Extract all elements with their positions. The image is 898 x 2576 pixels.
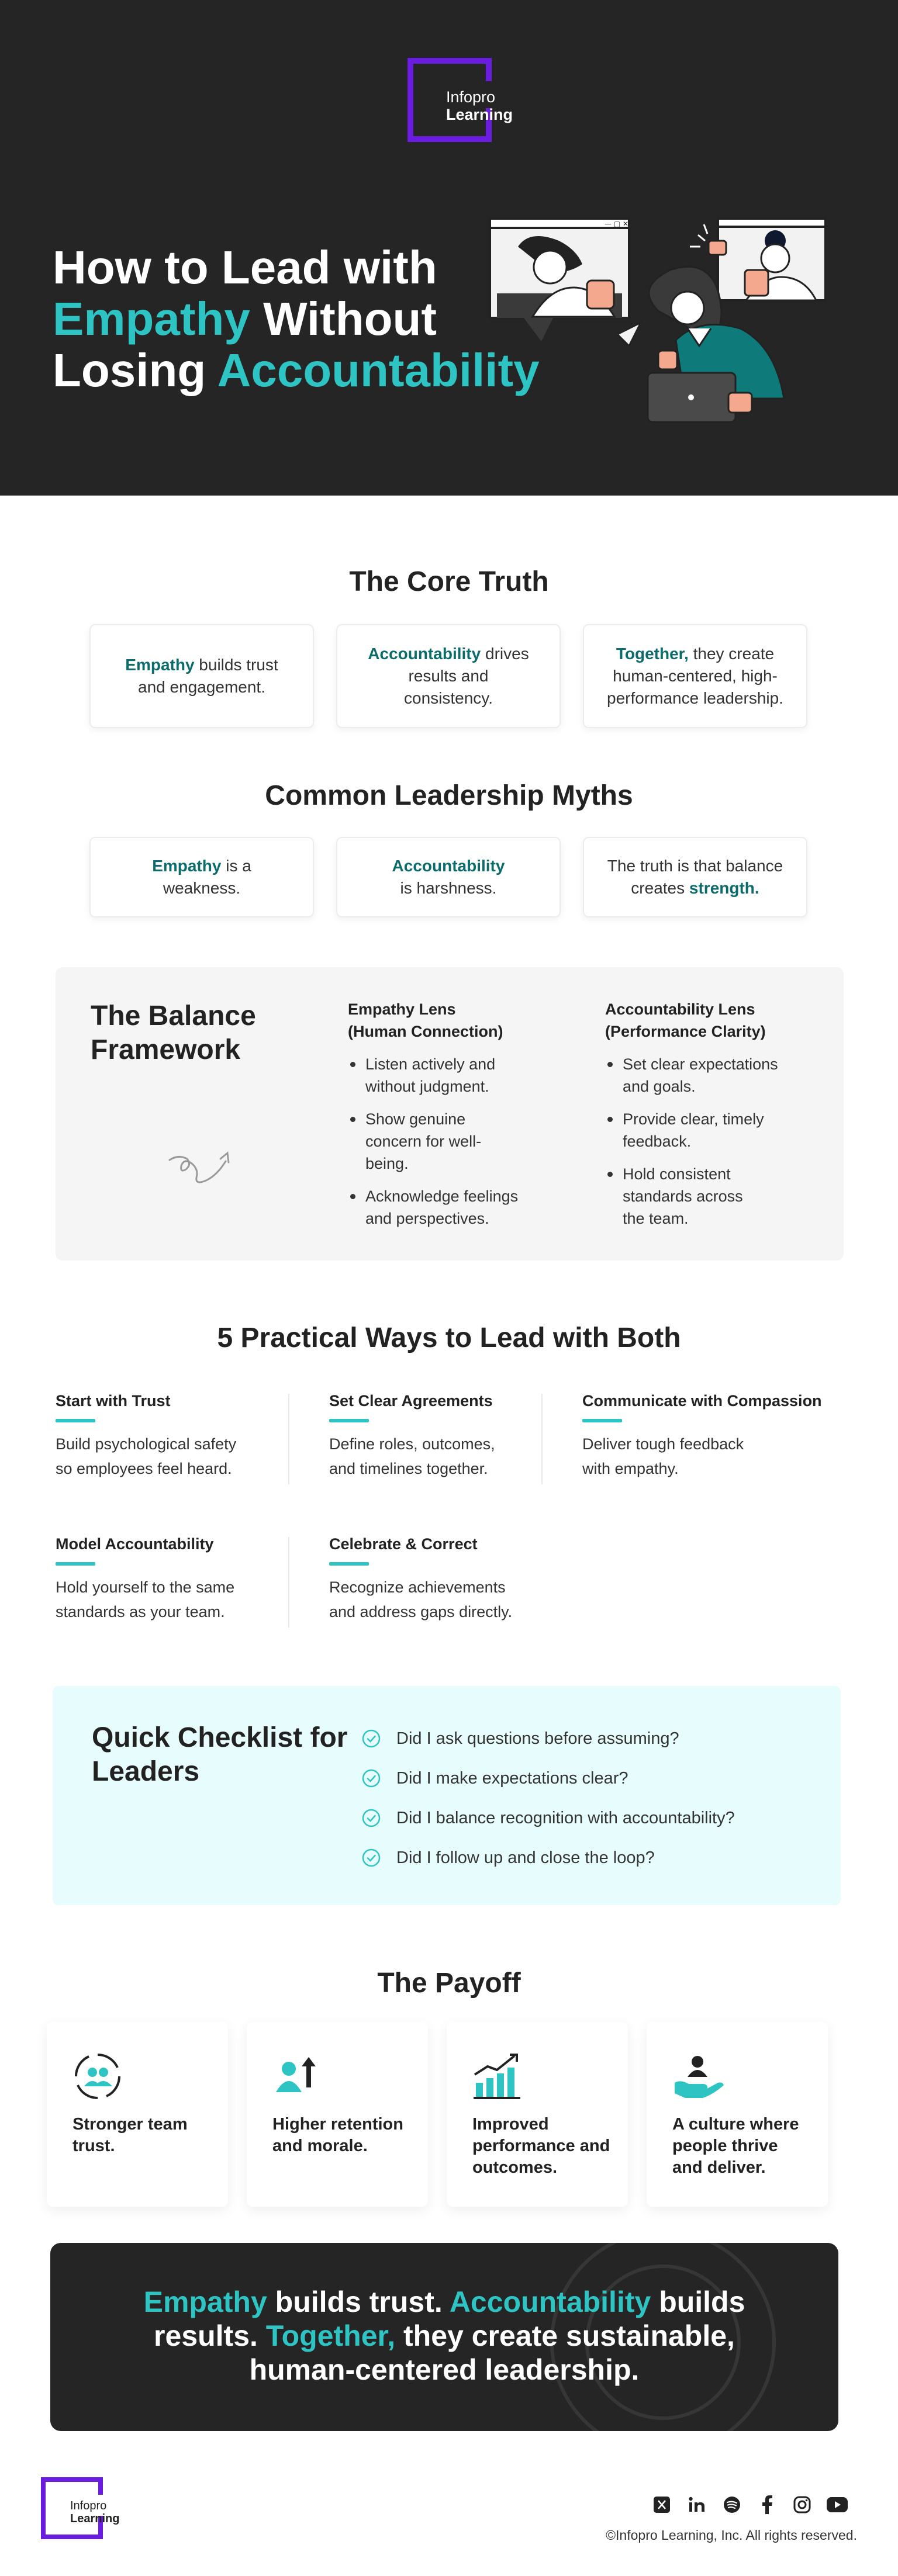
quote-empathy: Empathy [143, 2286, 267, 2318]
card-highlight: Empathy [152, 857, 222, 875]
way-desc-line2: and address gaps directly. [329, 1603, 513, 1621]
hero-title-accountability: Accountability [217, 344, 540, 396]
accountability-lens-title-line1: Accountability Lens [605, 1000, 755, 1018]
instagram-icon[interactable] [792, 2494, 813, 2515]
way-desc [582, 1432, 828, 1481]
way-desc-line1: Deliver tough feedback [582, 1435, 744, 1453]
checklist-title: Quick Checklist for Leaders [92, 1722, 348, 1787]
logo-text-line2: Learning [70, 2512, 120, 2525]
video-call-illustration [483, 206, 828, 451]
card-highlight: Together, [616, 645, 689, 663]
way-title: Model Accountability [56, 1535, 214, 1553]
divider [288, 1394, 289, 1484]
footer-logo[interactable] [41, 2477, 120, 2539]
empathy-lens-title-line2: (Human Connection) [348, 1023, 503, 1040]
way-desc-line2: so employees feel heard. [56, 1460, 232, 1477]
way-title: Set Clear Agreements [329, 1392, 493, 1410]
card-rest: builds trust and engagement. [138, 656, 278, 696]
quote-part: builds [651, 2286, 745, 2318]
myth-card-empathy [89, 837, 314, 917]
check-circle-icon [361, 1729, 381, 1749]
accountability-lens-title-line2: (Performance Clarity) [605, 1023, 766, 1040]
facebook-icon[interactable] [757, 2494, 778, 2515]
check-circle-icon [361, 1808, 381, 1828]
checklist-item [361, 1838, 735, 1878]
payoff-label: Improved performance and outcomes. [472, 2115, 610, 2177]
way-desc-line2: with empathy. [582, 1460, 679, 1477]
payoff-card-performance [447, 2022, 628, 2207]
way-desc-line2: and timelines together. [329, 1460, 488, 1477]
card-highlight: strength. [689, 879, 759, 897]
card-highlight: Accountability [368, 645, 481, 663]
social-links [637, 2494, 848, 2515]
practical-ways-title: 5 Practical Ways to Lead with Both [217, 1322, 681, 1353]
closing-quote-banner [50, 2243, 838, 2431]
payoff-card-retention [247, 2022, 428, 2207]
way-title: Celebrate & Correct [329, 1535, 478, 1553]
way-accent-bar [56, 1562, 95, 1566]
list-item: Listen actively and without judgment. [348, 1053, 512, 1097]
team-trust-icon [71, 2050, 124, 2103]
checklist-item-text: Did I ask questions before assuming? [396, 1729, 679, 1748]
hero-title-without: Without [250, 293, 437, 345]
spotify-icon[interactable] [721, 2494, 742, 2515]
way-communicate-with-compassion [582, 1391, 828, 1481]
payoff-label: Higher retention and morale. [272, 2115, 403, 2155]
hero-title [53, 242, 555, 396]
copyright-text: ©Infopro Learning, Inc. All rights reserved. [606, 2527, 857, 2543]
way-title: Communicate with Compassion [582, 1392, 822, 1410]
way-desc-line1: Recognize achievements [329, 1578, 506, 1596]
youtube-icon[interactable] [827, 2494, 848, 2515]
balance-framework-panel [56, 967, 844, 1261]
way-title: Start with Trust [56, 1392, 171, 1410]
accountability-lens [605, 998, 827, 1240]
checklist-item-text: Did I follow up and close the loop? [396, 1848, 655, 1867]
core-truth-title: The Core Truth [349, 566, 549, 597]
myth-card-truth [583, 837, 807, 917]
way-desc-line1: Define roles, outcomes, [329, 1435, 495, 1453]
checklist-item-text: Did I balance recognition with accountability? [396, 1808, 735, 1827]
way-desc [329, 1432, 563, 1481]
card-rest: is harshness. [400, 879, 497, 897]
myths-title: Common Leadership Myths [265, 780, 633, 811]
squiggle-arrow-icon [167, 1142, 248, 1189]
accountability-lens-title [605, 998, 827, 1043]
payoff-card-team-trust [47, 2022, 228, 2207]
culture-care-icon [671, 2050, 724, 2103]
payoff-title: The Payoff [377, 1968, 521, 1999]
divider [541, 1394, 543, 1484]
way-model-accountability [56, 1534, 289, 1624]
quote-part: builds trust. [267, 2286, 450, 2318]
check-circle-icon [361, 1768, 381, 1788]
hero-title-line3 [53, 345, 555, 396]
list-item: Set clear expectations and goals. [605, 1053, 792, 1097]
way-desc [56, 1432, 289, 1481]
way-desc-line1: Build psychological safety [56, 1435, 237, 1453]
quote-part: human-centered leadership. [249, 2353, 640, 2386]
quote-accountability: Accountability [449, 2286, 651, 2318]
card-highlight: Accountability [392, 857, 505, 875]
checklist-item [361, 1798, 735, 1838]
checklist-item [361, 1758, 735, 1798]
card-rest: they create human-centered, high-performance leadership. [607, 645, 783, 707]
hero-title-empathy: Empathy [53, 293, 250, 345]
card-rest: is a weakness. [163, 857, 251, 897]
card-pre: The truth is that balance creates [607, 857, 783, 897]
checklist-list [361, 1719, 735, 1878]
logo-text-line1: Infopro [70, 2499, 107, 2512]
payoff-label: A culture where people thrive and deliver. [672, 2115, 799, 2177]
empathy-lens-list [348, 1053, 570, 1230]
card-highlight: Empathy [125, 656, 195, 674]
list-item: Provide clear, timely feedback. [605, 1108, 775, 1152]
way-set-clear-agreements [329, 1391, 563, 1481]
accountability-lens-list [605, 1053, 827, 1230]
core-truth-card-empathy [89, 624, 314, 728]
core-truth-card-accountability [336, 624, 561, 728]
divider [288, 1537, 289, 1628]
checklist-item-text: Did I make expectations clear? [396, 1768, 628, 1788]
way-accent-bar [329, 1419, 369, 1422]
empathy-lens-title [348, 998, 570, 1043]
logo-text-line2: Learning [446, 106, 513, 123]
card-text [392, 855, 505, 899]
card-text [605, 643, 785, 709]
checklist-item [361, 1719, 735, 1758]
card-rest: drives results and consistency. [404, 645, 529, 707]
closing-quote-text [50, 2285, 838, 2387]
svg-text:— ▢ ✕: — ▢ ✕ [605, 220, 629, 228]
quote-together: Together, [265, 2319, 396, 2352]
hero-title-line2 [53, 293, 555, 345]
card-text [116, 654, 287, 698]
list-item: Hold consistent standards across the team. [605, 1163, 763, 1230]
way-desc [329, 1575, 563, 1624]
retention-growth-icon [271, 2050, 324, 2103]
list-item: Show genuine concern for well-being. [348, 1108, 517, 1175]
way-desc-line1: Hold yourself to the same [56, 1578, 235, 1596]
way-accent-bar [582, 1419, 622, 1422]
way-desc [56, 1575, 289, 1624]
way-desc-line2: standards as your team. [56, 1603, 225, 1621]
check-circle-icon [361, 1848, 381, 1868]
list-item: Acknowledge feelings and perspectives. [348, 1185, 523, 1230]
hero-title-losing: Losing [53, 344, 217, 396]
card-text [605, 855, 785, 899]
card-text [363, 643, 534, 709]
core-truth-card-together [583, 624, 807, 728]
payoff-label: Stronger team trust. [72, 2115, 188, 2155]
hero-banner [0, 0, 898, 496]
linkedin-icon[interactable] [686, 2494, 707, 2515]
myth-card-accountability [336, 837, 561, 917]
payoff-card-culture [647, 2022, 828, 2207]
brand-logo[interactable] [407, 58, 513, 142]
x-icon[interactable] [651, 2494, 672, 2515]
quick-checklist-panel [53, 1686, 841, 1905]
way-accent-bar [329, 1562, 369, 1566]
balance-framework-title: The Balance Framework [91, 1000, 256, 1065]
performance-chart-icon [471, 2050, 524, 2103]
way-start-with-trust [56, 1391, 289, 1481]
empathy-lens [348, 998, 570, 1240]
way-accent-bar [56, 1419, 95, 1422]
empathy-lens-title-line1: Empathy Lens [348, 1000, 456, 1018]
way-celebrate-and-correct [329, 1534, 563, 1624]
quote-part: they create sustainable, [395, 2319, 735, 2352]
hero-title-line1: How to Lead with [53, 241, 437, 293]
logo-text-line1: Infopro [446, 88, 496, 106]
card-text [116, 855, 287, 899]
quote-part: results. [154, 2319, 266, 2352]
